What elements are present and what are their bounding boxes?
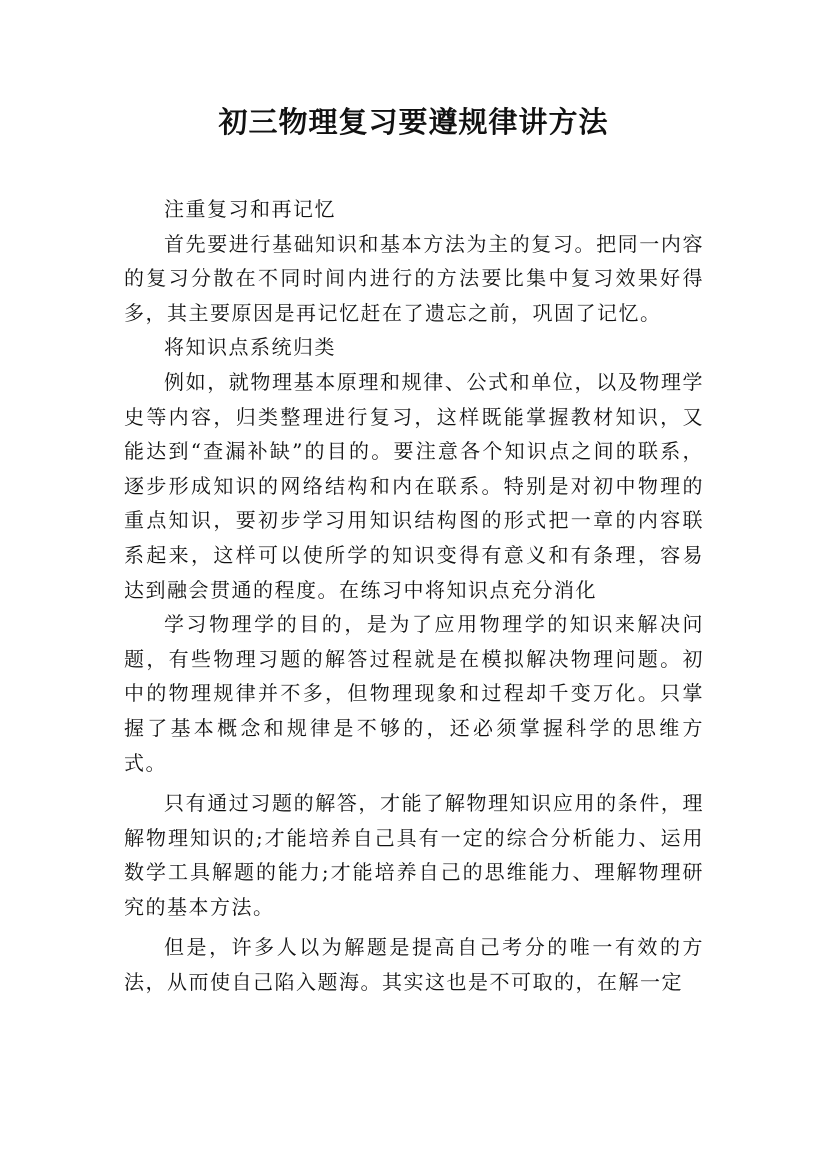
section-heading-review: 注重复习和再记忆 [164,197,336,221]
paragraph-purpose: 学习物理学的目的，是为了应用物理学的知识来解决问题，有些物理习题的解答过程就是在模拟解决物理问题。初中的物理规律并不多，但物理现象和过程却千变万化。只掌握了基本概念和规律是不够的，还必须掌握科学的思维方式。 [124,612,704,775]
document-title: 初三物理复习要遵规律讲方法 [218,105,609,139]
paragraph-caution: 但是，许多人以为解题是提高自己考分的唯一有效的方法，从而使自己陷入题海。其实这也是不可取的，在解一定 [124,935,704,995]
section-heading-classify: 将知识点系统归类 [164,335,336,360]
paragraph-classify: 例如，就物理基本原理和规律、公式和单位，以及物理学史等内容，归类整理进行复习，这样既能掌握教材知识，又能达到“查漏补缺”的目的。要注意各个知识点之间的联系，逐步形成知识的网络结构和内在联系。特别是对初中物理的重点知识，要初步学习用知识结构图的形式把一章的内容联系起来，这样可以使所学的知识变得有意义和有条理，容易达到融会贯通的程度。在练习中将知识点充分消化 [124,369,704,602]
paragraph-exercises: 只有通过习题的解答，才能了解物理知识应用的条件，理解物理知识的;才能培养自己具有一定的综合分析能力、运用数学工具解题的能力;才能培养自己的思维能力、理解物理研究的基本方法。 [124,791,704,919]
document-body [124,192,704,1000]
paragraph-review: 首先要进行基础知识和基本方法为主的复习。把同一内容的复习分散在不同时间内进行的方法要比集中复习效果好得多，其主要原因是再记忆赶在了遗忘之前，巩固了记忆。 [124,231,704,325]
